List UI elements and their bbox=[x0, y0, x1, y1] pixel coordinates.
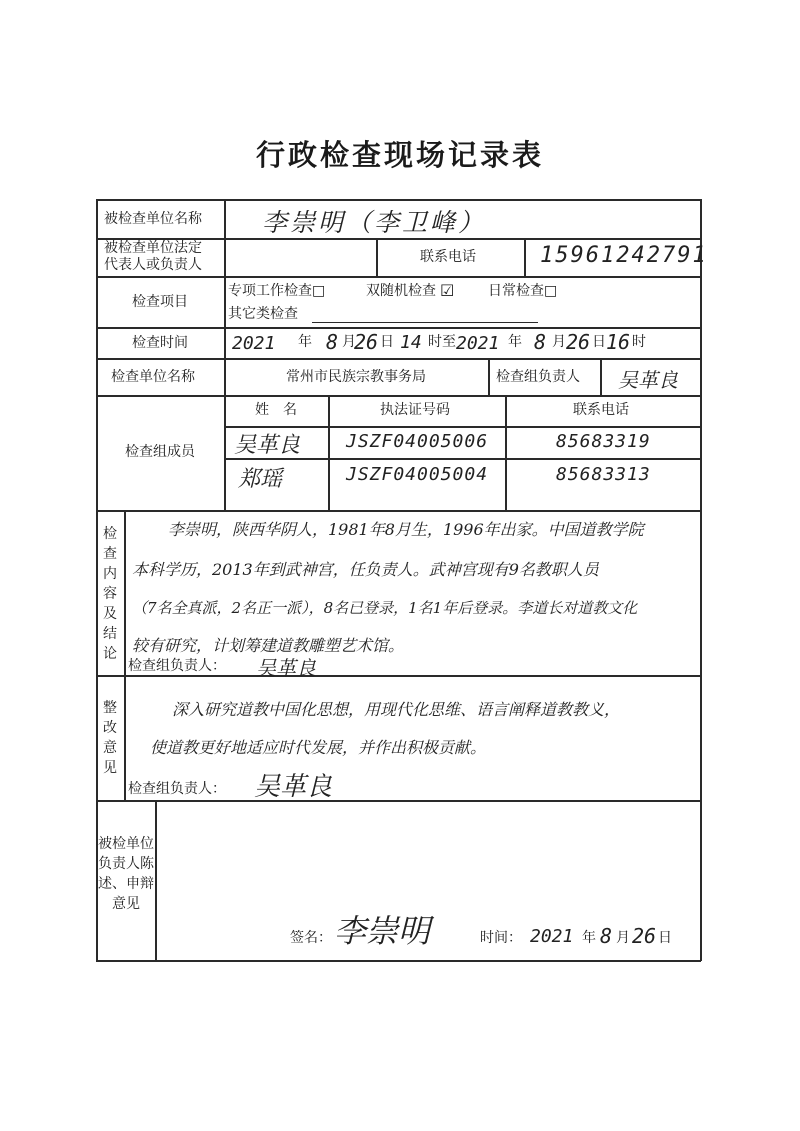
time-to-label: 时至 bbox=[428, 334, 456, 350]
end-year-unit: 年 bbox=[508, 334, 522, 350]
end-hour: 16 bbox=[606, 330, 631, 354]
other-inspection-option: 其它类检查 bbox=[228, 306, 298, 322]
inspection-time-label: 检查时间 bbox=[132, 335, 188, 351]
content-line-2: 本科学历，2013年到武神宫，任负责人。武神宫现有9名教职人员 bbox=[132, 560, 599, 579]
statement-month-unit: 月 bbox=[616, 930, 630, 946]
statement-label-line3: 述、申辩 bbox=[98, 876, 154, 892]
random-inspection-option: 双随机检查 bbox=[366, 283, 436, 299]
other-inspection-underline bbox=[312, 322, 538, 323]
random-inspection-checkmark-icon: ☑ bbox=[440, 281, 455, 300]
time-label: 时间： bbox=[480, 930, 522, 946]
statement-day-unit: 日 bbox=[658, 930, 672, 946]
statement-label-line1: 被检单位 bbox=[98, 836, 154, 852]
rectify-label-char: 意 bbox=[103, 740, 117, 756]
content-label-char: 查 bbox=[103, 546, 117, 562]
table-border-right bbox=[700, 199, 702, 961]
statement-year-unit: 年 bbox=[582, 930, 596, 946]
statement-year: 2021 bbox=[530, 926, 574, 947]
col-divider bbox=[328, 395, 330, 511]
row-divider bbox=[96, 276, 701, 278]
member-1-phone: 85683319 bbox=[556, 431, 651, 452]
sign-label: 签名： bbox=[290, 930, 332, 946]
content-section-label bbox=[102, 524, 118, 664]
inspection-item-label: 检查项目 bbox=[132, 294, 188, 310]
content-line-4: 较有研究，计划筹建道教雕塑艺术馆。 bbox=[132, 636, 405, 655]
statement-label-line4: 意见 bbox=[112, 896, 140, 912]
content-label-char: 结 bbox=[103, 626, 117, 642]
row-divider bbox=[96, 800, 701, 802]
rectify-section-label bbox=[102, 698, 118, 778]
end-month: 8 bbox=[534, 330, 547, 354]
content-label-char: 容 bbox=[103, 586, 117, 602]
team-leader-label: 检查组负责人 bbox=[496, 369, 580, 385]
table-border-top bbox=[96, 199, 701, 201]
members-header-phone: 联系电话 bbox=[573, 402, 629, 418]
team-leader-signature: 吴革良 bbox=[618, 368, 678, 392]
start-hour: 14 bbox=[400, 332, 422, 353]
content-label-char: 论 bbox=[103, 646, 117, 662]
statement-label-line2: 负责人陈 bbox=[98, 856, 154, 872]
inspecting-unit-value: 常州市民族宗教事务局 bbox=[286, 369, 426, 385]
legal-rep-label-line2: 代表人或负责人 bbox=[104, 257, 202, 273]
col-divider bbox=[524, 238, 526, 277]
inspected-unit-value: 李崇明（李卫峰） bbox=[262, 208, 487, 237]
rectify-label-char: 改 bbox=[103, 720, 117, 736]
responsible-person-signature: 李崇明 bbox=[334, 912, 431, 950]
col-divider bbox=[600, 358, 602, 396]
start-year-unit: 年 bbox=[298, 334, 312, 350]
col-divider bbox=[376, 238, 378, 277]
member-2-cert: JSZF04005004 bbox=[346, 464, 489, 485]
members-header-name: 姓 名 bbox=[255, 402, 297, 418]
end-year: 2021 bbox=[456, 333, 500, 354]
col-divider bbox=[505, 395, 507, 511]
rectify-label-char: 见 bbox=[103, 760, 117, 776]
start-day-unit: 日 bbox=[380, 334, 394, 350]
row-divider bbox=[96, 395, 701, 397]
team-members-label: 检查组成员 bbox=[125, 444, 195, 460]
rectify-line-1: 深入研究道教中国化思想，用现代化思维、语言阐释道教教义， bbox=[172, 700, 621, 719]
inspecting-unit-label: 检查单位名称 bbox=[111, 369, 195, 385]
row-divider bbox=[96, 510, 701, 512]
col-divider bbox=[124, 510, 126, 801]
content-leader-signature: 吴革良 bbox=[256, 656, 316, 680]
rectify-line-2: 使道教更好地适应时代发展，并作出积极贡献。 bbox=[150, 738, 487, 757]
row-divider bbox=[96, 358, 701, 360]
special-inspection-option: 专项工作检查□ bbox=[228, 283, 326, 299]
legal-rep-label-line1: 被检查单位法定 bbox=[104, 240, 202, 256]
row-divider bbox=[96, 327, 701, 329]
members-header-cert: 执法证号码 bbox=[380, 402, 450, 418]
content-label-char: 内 bbox=[103, 566, 117, 582]
col-divider bbox=[488, 358, 490, 396]
daily-inspection-option: 日常检查□ bbox=[488, 283, 558, 299]
end-day: 26 bbox=[566, 330, 591, 354]
contact-phone-value: 15961242791 bbox=[540, 243, 708, 268]
inspected-unit-label: 被检查单位名称 bbox=[104, 211, 202, 227]
statement-day: 26 bbox=[632, 924, 657, 948]
end-month-unit: 月 bbox=[552, 334, 566, 350]
end-hour-unit: 时 bbox=[632, 334, 646, 350]
member-2-phone: 85683313 bbox=[556, 464, 651, 485]
row-divider bbox=[96, 675, 701, 677]
rectify-leader-label: 检查组负责人： bbox=[128, 781, 226, 797]
statement-month: 8 bbox=[600, 924, 613, 948]
content-label-char: 检 bbox=[103, 526, 117, 542]
start-month-unit: 月 bbox=[342, 334, 356, 350]
rectify-label-char: 整 bbox=[103, 700, 117, 716]
start-day: 26 bbox=[354, 330, 379, 354]
start-month: 8 bbox=[326, 330, 339, 354]
start-year: 2021 bbox=[232, 333, 276, 354]
end-day-unit: 日 bbox=[592, 334, 606, 350]
rectify-leader-signature: 吴革良 bbox=[254, 772, 333, 802]
member-1-cert: JSZF04005006 bbox=[346, 431, 489, 452]
col-divider bbox=[224, 199, 226, 511]
table-border-bottom bbox=[96, 960, 701, 962]
member-2-name: 郑瑶 bbox=[238, 467, 283, 492]
content-line-1: 李崇明，陕西华阴人，1981年8月生，1996年出家。中国道教学院 bbox=[168, 520, 644, 539]
content-label-char: 及 bbox=[103, 606, 117, 622]
content-line-3: （7名全真派，2名正一派），8名已登录，1名1年后登录。李道长对道教文化 bbox=[132, 599, 638, 617]
content-leader-label: 检查组负责人： bbox=[128, 658, 226, 674]
contact-phone-label: 联系电话 bbox=[420, 249, 476, 265]
page-title: 行政检查现场记录表 bbox=[255, 138, 544, 172]
member-1-name: 吴革良 bbox=[234, 433, 301, 458]
